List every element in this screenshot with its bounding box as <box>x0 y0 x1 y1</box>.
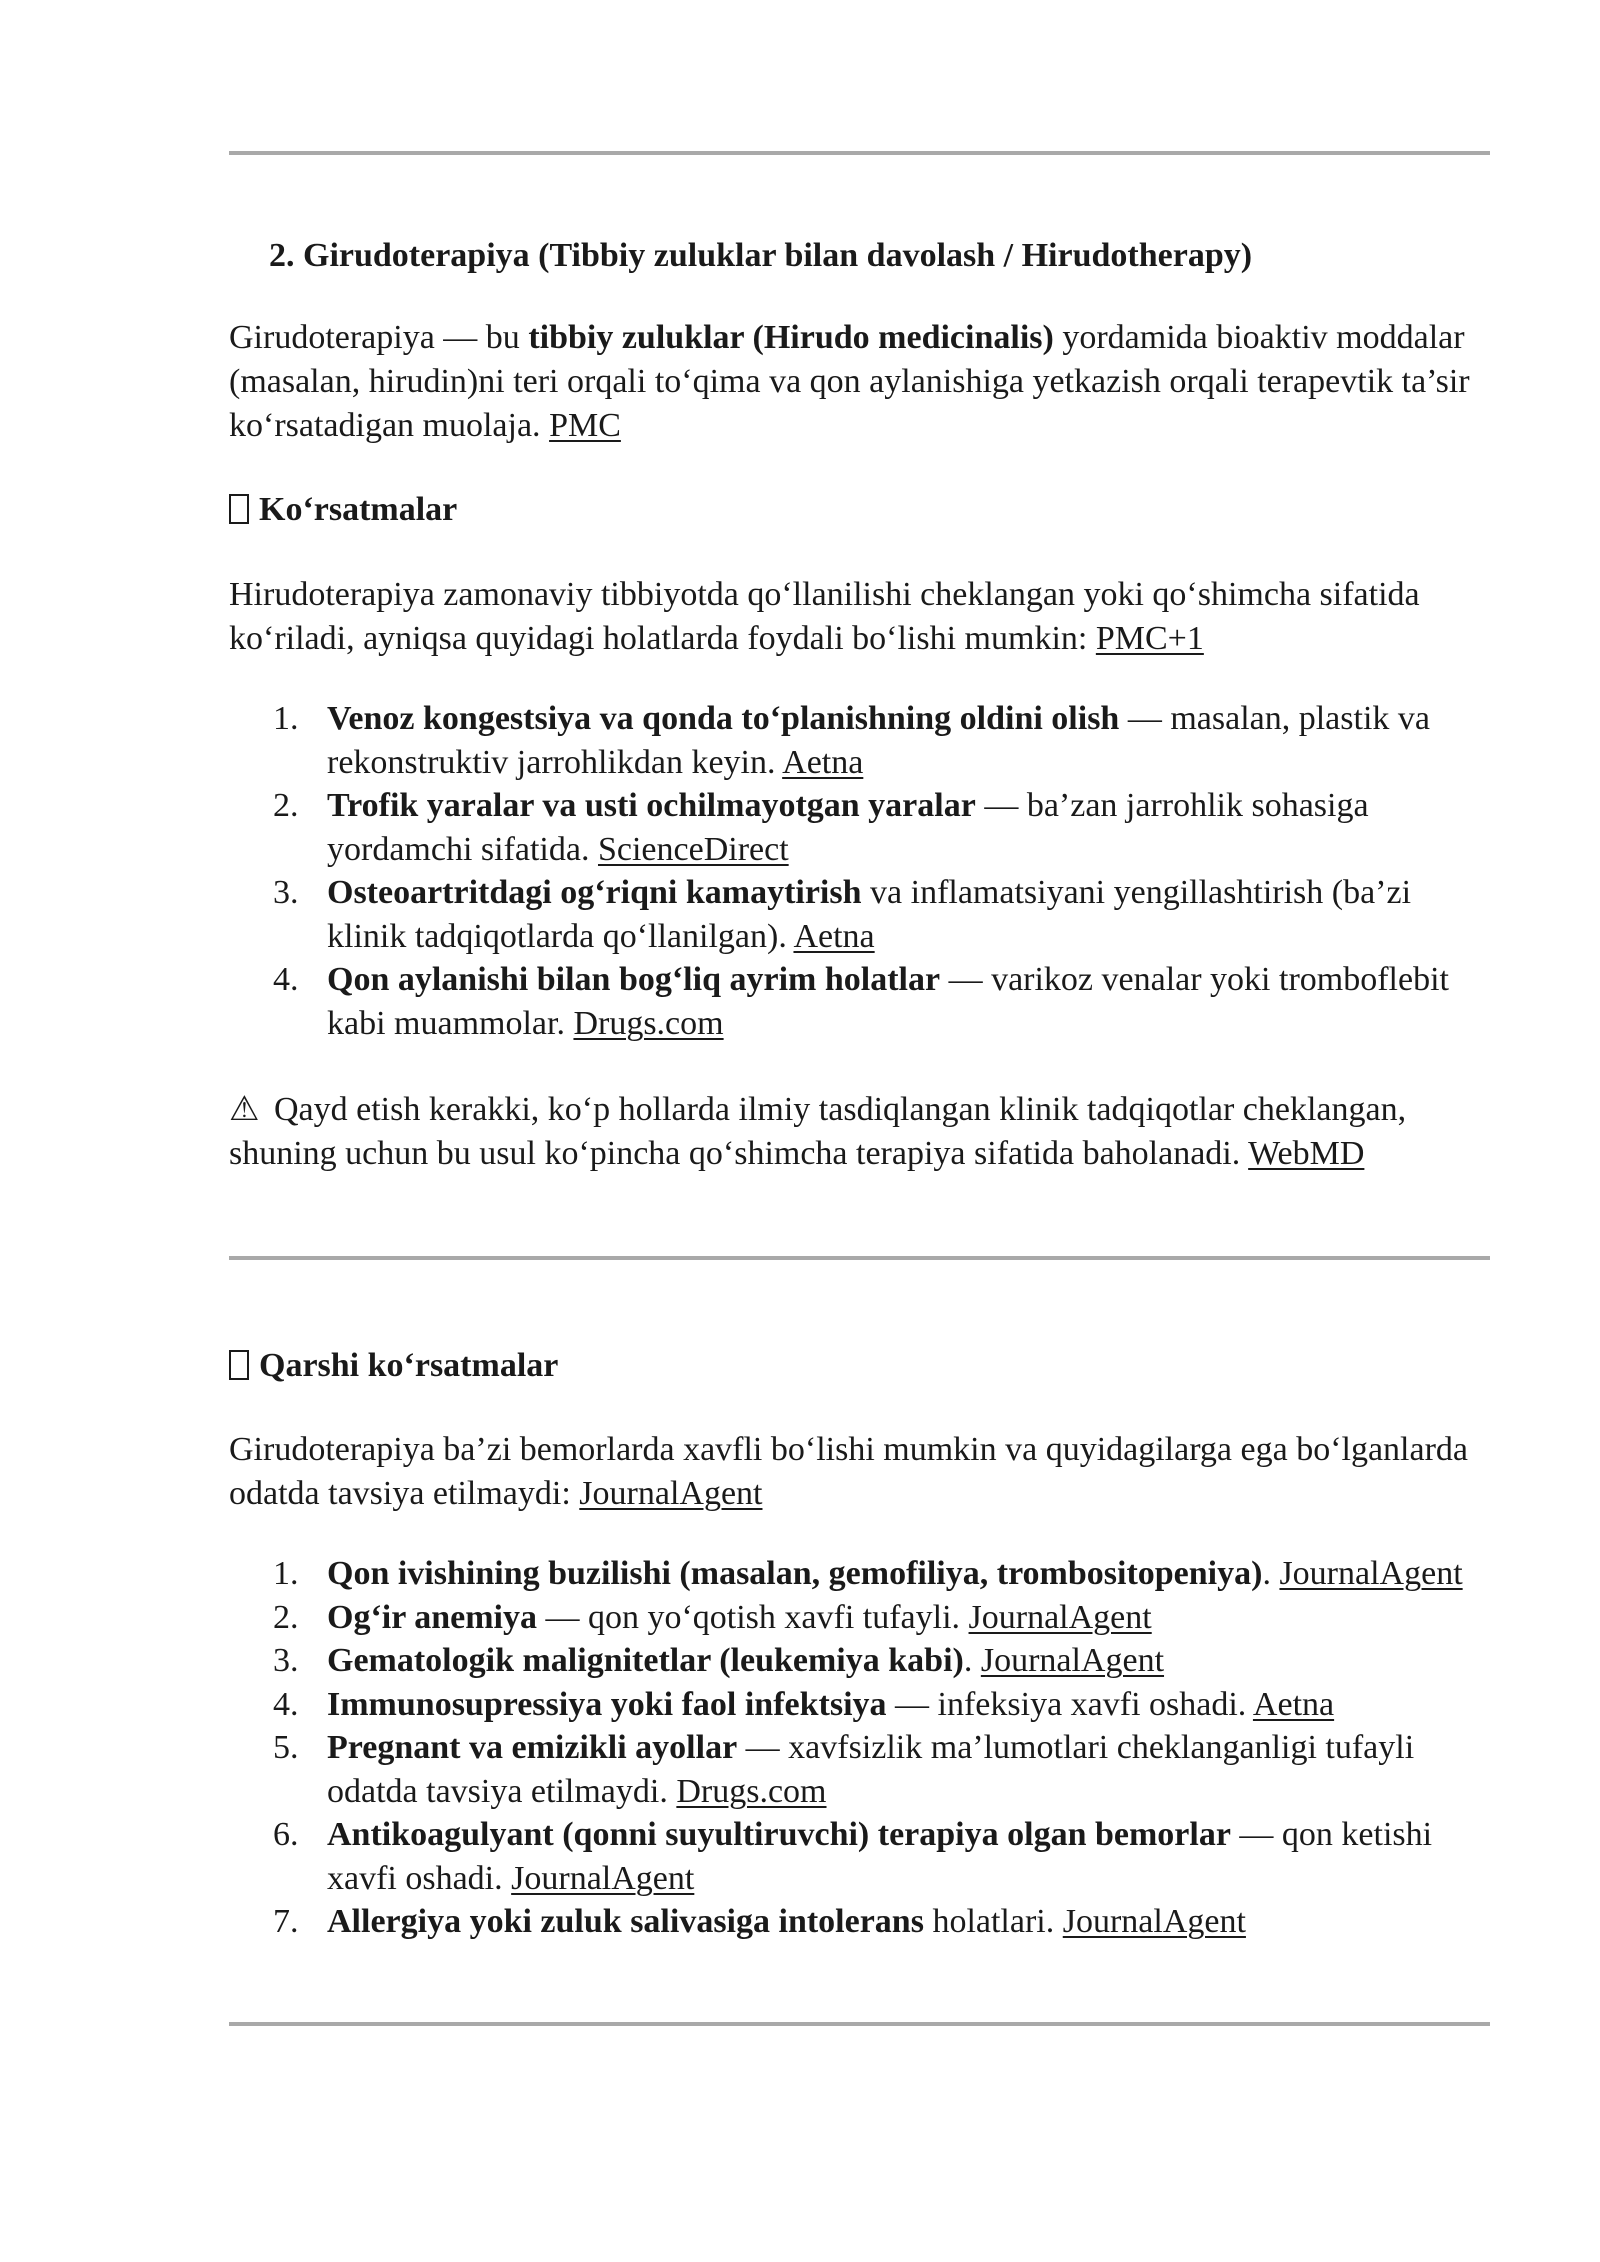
list-item-bold: Immunosupressiya yoki faol infektsiya <box>327 1685 887 1723</box>
missing-glyph-icon <box>229 1350 249 1380</box>
source-link[interactable]: JournalAgent <box>1279 1555 1463 1592</box>
list-item-text: holatlari. <box>923 1903 1063 1940</box>
contraindications-intro <box>229 1428 1490 1516</box>
list-item-text: — varikoz venalar yoki tromboflebit kabi muammolar. <box>327 961 1449 1042</box>
list-item-number: 4. <box>273 961 299 998</box>
list-item <box>229 1900 1490 1944</box>
list-item-number: 1. <box>273 700 299 737</box>
list-item-number: 1. <box>273 1555 299 1592</box>
intro-paragraph <box>229 316 1490 448</box>
warning-icon: ⚠ <box>229 1091 260 1128</box>
list-item-text: — ba’zan jarrohlik sohasiga yordamchi sifatida. <box>327 787 1369 868</box>
intro-text-rest: yordamida bioaktiv moddalar (masalan, hirudin)ni teri orqali to‘qima va qon aylanishiga yetkazish orqali terapevtik ta’sir ko‘rsatadigan muolaja. <box>229 319 1470 444</box>
list-item-bold: Trofik yaralar va usti ochilmayotgan yaralar <box>327 787 976 824</box>
section-title: 2. Girudoterapiya (Tibbiy zuluklar bilan davolash / Hirudotherapy) <box>269 237 1253 274</box>
source-link[interactable]: Drugs.com <box>573 1004 724 1042</box>
contraindications-heading <box>229 1344 1490 1388</box>
list-item-text: . <box>1262 1555 1280 1592</box>
list-item-bold: Allergiya yoki zuluk salivasiga intolerans <box>327 1903 924 1940</box>
list-item <box>229 1639 1490 1683</box>
indications-heading <box>229 488 1490 532</box>
source-link[interactable]: JournalAgent <box>1062 1903 1246 1940</box>
list-item <box>229 1596 1490 1640</box>
source-link-webmd[interactable]: WebMD <box>1248 1135 1365 1172</box>
contraindications-intro-text: Girudoterapiya ba’zi bemorlarda xavfli bo‘lishi mumkin va quyidagilarga ega bo‘lganlarda odatda tavsiya etilmaydi: <box>229 1431 1469 1512</box>
list-item-text: — masalan, plastik va rekonstruktiv jarrohlikdan keyin. <box>327 700 1430 781</box>
list-item <box>229 871 1490 958</box>
missing-glyph-icon <box>229 494 249 524</box>
list-item-number: 3. <box>273 1642 299 1679</box>
source-link[interactable]: JournalAgent <box>968 1598 1152 1636</box>
horizontal-rule <box>229 2022 1490 2026</box>
list-item-bold: Antikoagulyant (qonni suyultiruvchi) terapiya olgan bemorlar <box>327 1816 1231 1853</box>
list-item-number: 5. <box>273 1729 299 1766</box>
list-item-bold: Og‘ir anemiya <box>327 1598 537 1636</box>
warning-text: Qayd etish kerakki, ko‘p hollarda ilmiy tasdiqlangan klinik tadqiqotlar cheklangan, shuning uchun bu usul ko‘pincha qo‘shimcha terapiya sifatida baholanadi. <box>229 1091 1407 1172</box>
list-item-bold: Pregnant va emizikli ayollar <box>327 1729 738 1766</box>
source-link-pmc[interactable]: PMC <box>549 407 621 444</box>
horizontal-rule <box>229 1256 1490 1260</box>
list-item-number: 3. <box>273 874 299 911</box>
source-link[interactable]: Aetna <box>1252 1685 1335 1723</box>
contraindications-list <box>229 1552 1490 1944</box>
source-link-journalagent[interactable]: JournalAgent <box>579 1475 763 1512</box>
list-item-number: 7. <box>273 1903 299 1940</box>
indications-intro <box>229 573 1490 661</box>
intro-text: Girudoterapiya — bu <box>229 319 529 356</box>
list-item <box>229 784 1490 871</box>
source-link[interactable]: ScienceDirect <box>597 830 789 868</box>
list-item <box>229 1552 1490 1596</box>
source-link[interactable]: JournalAgent <box>980 1642 1165 1679</box>
list-item-text: — qon yo‘qotish xavfi tufayli. <box>536 1598 969 1636</box>
list-item-text: va inflamatsiyani yengillashtirish (ba’zi klinik tadqiqotlarda qo‘llanilgan). <box>327 874 1412 955</box>
list-item-text: — infeksiya xavfi oshadi. <box>886 1685 1253 1723</box>
source-link-pmc-plus[interactable]: PMC+1 <box>1095 620 1204 657</box>
contraindications-heading-label: Qarshi ko‘rsatmalar <box>259 1347 559 1384</box>
list-item-number: 4. <box>273 1685 299 1723</box>
source-link[interactable]: Aetna <box>793 917 875 955</box>
list-item-bold: Osteoartritdagi og‘riqni kamaytirish <box>327 874 862 911</box>
indications-intro-text: Hirudoterapiya zamonaviy tibbiyotda qo‘llanilishi cheklangan yoki qo‘shimcha sifatida ko‘riladi, ayniqsa quyidagi holatlarda foydali bo‘lishi mumkin: <box>229 576 1420 657</box>
source-link[interactable]: Drugs.com <box>676 1772 827 1810</box>
indications-list <box>229 697 1490 1045</box>
document-page <box>229 0 1490 2262</box>
indications-heading-label: Ko‘rsatmalar <box>259 491 458 528</box>
list-item-number: 2. <box>273 787 299 824</box>
intro-bold-term: tibbiy zuluklar (Hirudo medicinalis) <box>528 319 1054 356</box>
list-item-number: 6. <box>273 1816 299 1853</box>
list-item-text: — xavfsizlik ma’lumotlari cheklanganligi tufayli odatda tavsiya etilmaydi. <box>327 1729 1415 1810</box>
warning-note <box>229 1088 1490 1176</box>
list-item-text: — qon ketishi xavfi oshadi. <box>327 1816 1433 1897</box>
list-item <box>229 1683 1490 1727</box>
list-item <box>229 1813 1490 1900</box>
list-item-number: 2. <box>273 1598 299 1636</box>
source-link[interactable]: JournalAgent <box>511 1859 695 1897</box>
list-item <box>229 697 1490 784</box>
list-item-text: . <box>963 1642 981 1679</box>
list-item <box>229 958 1490 1045</box>
source-link[interactable]: Aetna <box>782 743 864 781</box>
list-item <box>229 1726 1490 1813</box>
list-item-bold: Venoz kongestsiya va qonda to‘planishning oldini olish <box>327 700 1120 737</box>
list-item-bold: Gematologik malignitetlar (leukemiya kabi) <box>327 1642 964 1679</box>
list-item-bold: Qon ivishining buzilishi (masalan, gemofiliya, trombositopeniya) <box>327 1555 1263 1592</box>
horizontal-rule <box>229 151 1490 155</box>
list-item-bold: Qon aylanishi bilan bog‘liq ayrim holatlar <box>327 961 941 998</box>
